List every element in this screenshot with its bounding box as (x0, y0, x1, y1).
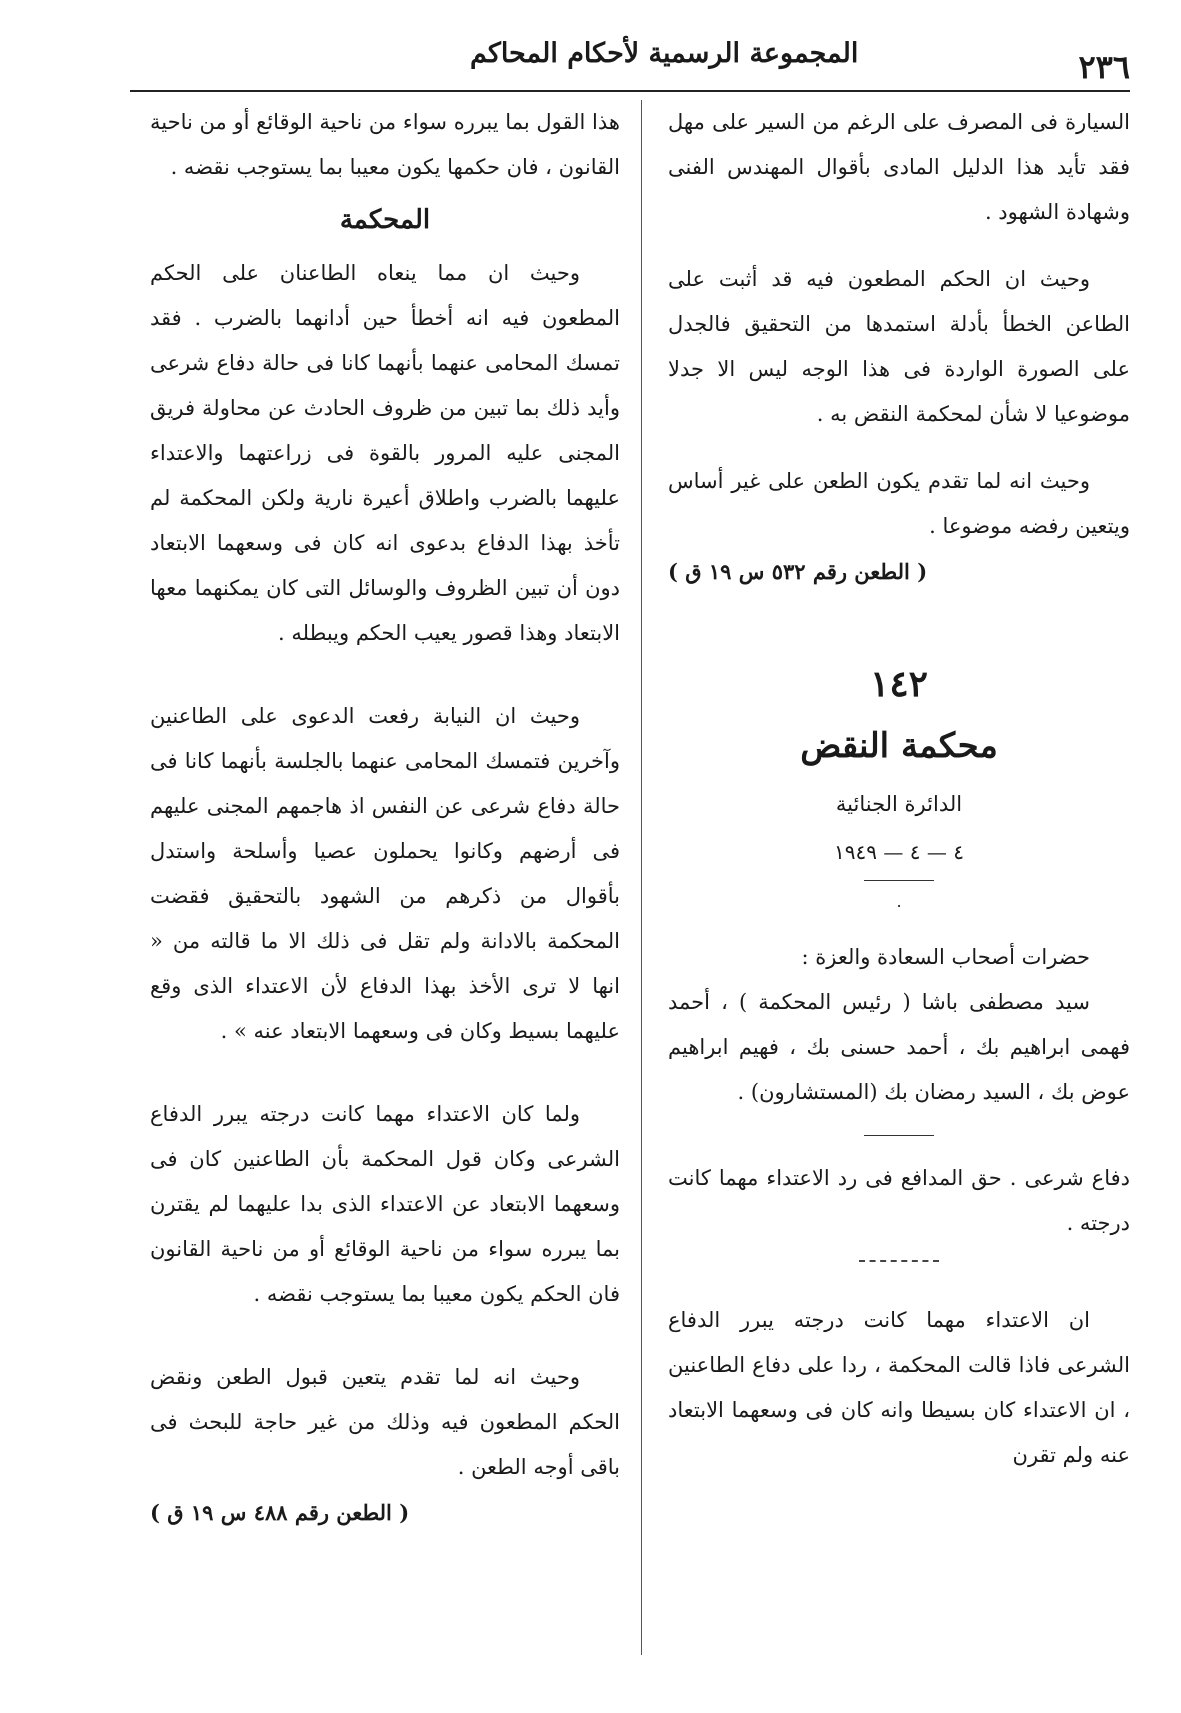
ruling-paragraph: وحيث ان مما ينعاه الطاعنان على الحكم المطعون فيه انه أخطأ حين أدانهما بالضرب . فقد تمسك المحامى عنهما بأنهما كانا فى حالة دفاع شرعى وأيد ذلك بما تبين من ظروف الحادث عن محاولة فريق المجنى عليه المرور بالقوة فى زراعتهما والاعتداء عليهما بالضرب واطلاق أعيرة نارية ولكن المحكمة لم تأخذ بهذا الدفاع بدعوى انه كان فى وسعهما الابتعاد دون أن تبين الظروف والوسائل التى كان يمكنهما معها الابتعاد وهذا قصور يعيب الحكم ويبطله . (150, 261, 620, 645)
header-rule (130, 90, 1130, 92)
separator-dot: . (896, 892, 902, 911)
dashed-separator (859, 1260, 939, 1262)
court-title: محكمة النقض (800, 726, 998, 766)
continuation-paragraph: السيارة فى المصرف على الرغم من السير على مهل فقد تأيد هذا الدليل المادى بأقوال المهندس الفنى وشهادة الشهود . (668, 110, 1130, 224)
ruling-paragraph: وحيث ان الحكم المطعون فيه قد أثبت على الطاعن الخطأ بأدلة استمدها من التحقيق فالجدل على الصورة الواردة فى هذا الوجه ليس الا جدلا موضوعيا لا شأن لمحكمة النقض به . (668, 267, 1130, 426)
ruling-paragraph: وحيث انه لما تقدم يتعين قبول الطعن ونقض الحكم المطعون فيه وذلك من غير حاجة للبحث فى باقى أوجه الطعن . (150, 1365, 620, 1479)
column-divider (641, 100, 642, 1655)
court-circuit: الدائرة الجنائية (835, 792, 963, 816)
case-citation: ( الطعن رقم ٤٨٨ س ١٩ ق ) (150, 1500, 410, 1525)
summary-keywords: دفاع شرعى . حق المدافع فى رد الاعتداء مهما كانت درجته . (668, 1166, 1130, 1235)
running-title: المجموعة الرسمية لأحكام المحاكم (470, 38, 859, 69)
holding-paragraph: ان الاعتداء مهما كانت درجته يبرر الدفاع الشرعى فاذا قالت المحكمة ، ردا على دفاع الطاعنين ، ان الاعتداء كان بسيطا وانه كان فى وسعهما الابتعاد عنه ولم تقرن (668, 1308, 1130, 1467)
left-column (150, 100, 620, 1535)
ruling-paragraph: ولما كان الاعتداء مهما كانت درجته يبرر الدفاع الشرعى وكان قول المحكمة بأن الطاعنين كان فى وسعهما الابتعاد عن الاعتداء الذى بدا عليهما لم يقترن بما يبرره سواء من ناحية الوقائع أو من ناحية القانون فان الحكم يكون معيبا بما يستوجب نقضه . (150, 1102, 620, 1306)
continuation-paragraph: هذا القول بما يبرره سواء من ناحية الوقائع أو من ناحية القانون ، فان حكمها يكون معيبا بما يستوجب نقضه . (150, 110, 620, 179)
page-number: ٢٣٦ (1078, 48, 1130, 86)
case-date: ٤ — ٤ — ١٩٤٩ (834, 840, 964, 864)
separator-rule (864, 1135, 934, 1136)
right-column (668, 100, 1130, 1478)
separator-rule (864, 880, 934, 881)
ruling-paragraph: وحيث ان النيابة رفعت الدعوى على الطاعنين وآخرين فتمسك المحامى عنهما بالجلسة بأنهما كانا فى حالة دفاع شرعى عن النفس اذ هاجمهم المجنى عليهم فى أرضهم وكانوا يحملون عصيا وأسلحة واستدل بأقوال من ذكرهم من الشهود بالتحقيق فقضت المحكمة بالادانة ولم تقل فى ذلك الا ما قالته من « انها لا ترى الأخذ بهذا الدفاع لأن الاعتداء الذى وقع عليهما بسيط وكان فى وسعهما الابتعاد عنه » . (150, 704, 620, 1043)
ruling-paragraph: وحيث انه لما تقدم يكون الطعن على غير أساس ويتعين رفضه موضوعا . (668, 469, 1130, 538)
case-citation: ( الطعن رقم ٥٣٢ س ١٩ ق ) (668, 559, 928, 584)
page-header (130, 30, 1130, 92)
bench-intro: حضرات أصحاب السعادة والعزة : (801, 945, 1090, 969)
section-heading: المحكمة (339, 205, 431, 235)
case-number: ١٤٢ (869, 663, 928, 705)
bench-members: سيد مصطفى باشا ( رئيس المحكمة ) ، أحمد فهمى ابراهيم بك ، أحمد حسنى بك ، فهيم ابراهيم عوض بك ، السيد رمضان بك (المستشارون) . (668, 990, 1130, 1104)
